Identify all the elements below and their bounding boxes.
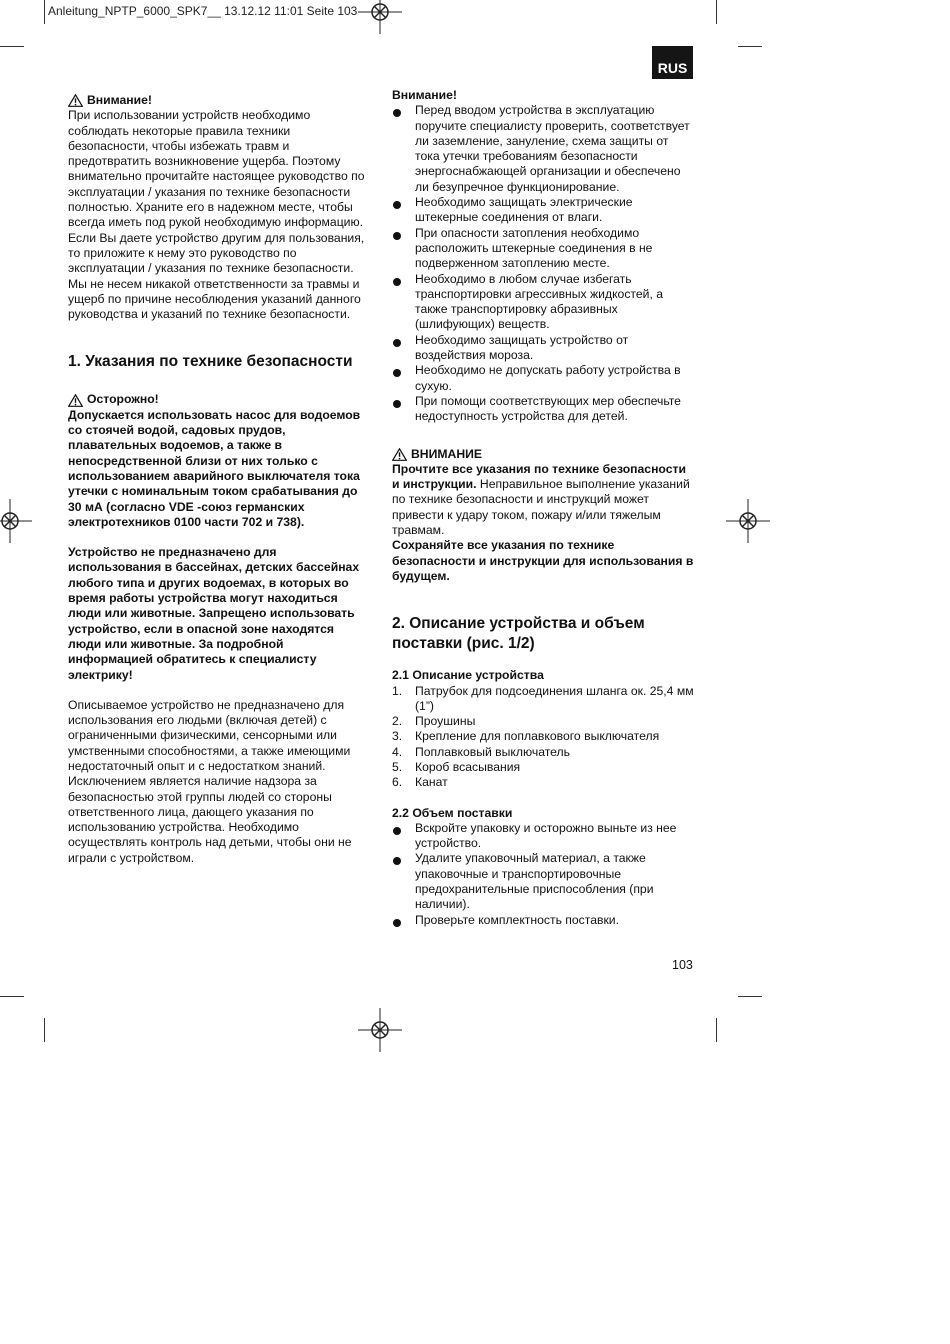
attention-heading: [68, 93, 370, 108]
list-item: 2. Проушины: [392, 714, 476, 729]
list-item: Необходимо не допускать работу устройства в сухую.: [392, 363, 694, 394]
warning-triangle-icon: [68, 394, 83, 407]
attention-text: При использовании устройств необходимо соблюдать некоторые правила техники безопасности, чтобы избежать травм и предотвратить возникновение ущерба. Поэтому внимательно прочитайте настоящее руководство по эксплуатации / указания по технике безопасности полностью. Храните его в надежном месте, чтобы всегда иметь под рукой необходимую информацию. Если Вы даете устройство другим для пользования, то приложите к нему это руководство по эксплуатации / указания по технике безопасности. Мы не несем никакой ответственности за травмы и ущерб по причине несоблюдения указаний данного руководства и указаний по технике безопасности.: [68, 108, 365, 322]
warning-triangle-icon: [68, 94, 83, 107]
warning-bold-2: Сохраняйте все указания по технике безопасности и инструкции для использования в будущем.: [392, 538, 694, 583]
list-item: При опасности затопления необходимо расположить штекерные соединения в не подверженном затоплению месте.: [392, 226, 694, 272]
list-item: Вскройте упаковку и осторожно выньте из нее устройство.: [392, 821, 694, 852]
crop-mark: [0, 46, 24, 47]
warning-heading-text: ВНИМАНИЕ: [411, 446, 483, 461]
delivery-list: [392, 821, 694, 928]
left-column: [68, 93, 370, 866]
right-column: [392, 88, 694, 928]
caution-text-2: Устройство не предназначено для использования в бассейнах, детских бассейнах любого типа и других водоемах, в которых во время работы устройства могут находиться люди или животные. Запрещено использовать устройство, если в опасной зоне находятся люди или животные. За подробной информацией обратитесь к специалисту электрику!: [68, 545, 360, 682]
crop-mark: [738, 996, 762, 997]
list-item: 4. Поплавковый выключатель: [392, 744, 571, 759]
list-item: Перед вводом устройства в эксплуатацию поручите специалисту проверить, соответствует ли заземление, зануление, схема защиты от тока утечки требованиям безопасности энергоснабжающей организации и обеспечено ли безупречное функционирование.: [392, 103, 694, 195]
persons-text: Описываемое устройство не предназначено для использования его людьми (включая детей) с ограниченными физическими, сенсорными или умственными способностями, а также имеющими недостаточный опыт и с недостатком знаний. Исключением является наличие надзора за безопасностью этой группы людей со стороны ответственного лица, дающего указания по использованию устройства. Необходимо осуществлять контроль над детьми, чтобы они не играли с устройством.: [68, 697, 352, 865]
list-item: 6. Канат: [392, 775, 448, 790]
warning-text: [392, 462, 694, 538]
device-list: [392, 684, 694, 791]
registration-mark-bottom: [358, 1008, 402, 1052]
crop-mark: [44, 1018, 45, 1042]
list-item: Удалите упаковочный материал, а также упаковочные и транспортировочные предохранительные приспособления (при наличии).: [392, 851, 694, 912]
crop-mark: [716, 1018, 717, 1042]
attention-list: [392, 103, 694, 424]
list-item: Необходимо защищать электрические штекерные соединения от влаги.: [392, 195, 694, 226]
warning-plain: Неправильное выполнение указаний по технике безопасности и инструкций может привести к удару током, пожару и/или тяжелым травмам.: [392, 477, 690, 538]
list-item: 5. Короб всасывания: [392, 759, 521, 774]
list-item: 1. Патрубок для подсоединения шланга ок. 25,4 мм (1”): [392, 683, 694, 713]
list-item: 3. Крепление для поплавкового выключателя: [392, 729, 660, 744]
crop-mark: [0, 996, 24, 997]
registration-mark-left: [0, 499, 32, 543]
subsection-2-1-title: 2.1 Описание устройства: [392, 668, 544, 683]
list-item: Необходимо защищать устройство от воздействия мороза.: [392, 333, 694, 364]
warning-triangle-icon: [392, 448, 407, 461]
list-item: Проверьте комплектность поставки.: [392, 913, 694, 928]
list-item: Необходимо в любом случае избегать транспортировки агрессивных жидкостей, а также транспортировку абразивных (шлифующих) веществ.: [392, 272, 694, 333]
language-tab: RUS: [652, 46, 693, 79]
registration-mark-right: [726, 499, 770, 543]
warning-bold-1: Прочтите все указания по технике безопасности и инструкции.: [392, 461, 686, 492]
list-item: При помощи соответствующих мер обеспечьте недоступность устройства для детей.: [392, 394, 694, 425]
print-slug: Anleitung_NPTP_6000_SPK7__ 13.12.12 11:01 Seite 103: [48, 4, 358, 18]
attention-heading-right: Внимание!: [392, 88, 457, 102]
crop-mark: [44, 0, 45, 24]
section-2-title: 2. Описание устройства и объем поставки (рис. 1/2): [392, 615, 645, 653]
page-number: 103: [672, 958, 693, 972]
caution-text-1: Допускается использовать насос для водоемов со стоячей водой, садовых прудов, плавательных водоемов, а также в непосредственной близи от них только с использованием аварийного выключателя тока утечки с номинальным током срабатывания до 30 мА (согласно VDE -союз германских электротехников 0100 части 702 и 738).: [68, 407, 361, 529]
crop-mark: [716, 0, 717, 24]
caution-heading-text: Осторожно!: [87, 392, 159, 407]
subsection-2-2-title: 2.2 Объем поставки: [392, 805, 513, 820]
section-1-title: 1. Указания по технике безопасности: [68, 353, 353, 371]
warning-heading: [392, 447, 694, 462]
caution-heading: [68, 392, 370, 407]
attention-heading-text: Внимание!: [87, 93, 152, 107]
crop-mark: [738, 46, 762, 47]
registration-mark-top: [358, 0, 402, 34]
